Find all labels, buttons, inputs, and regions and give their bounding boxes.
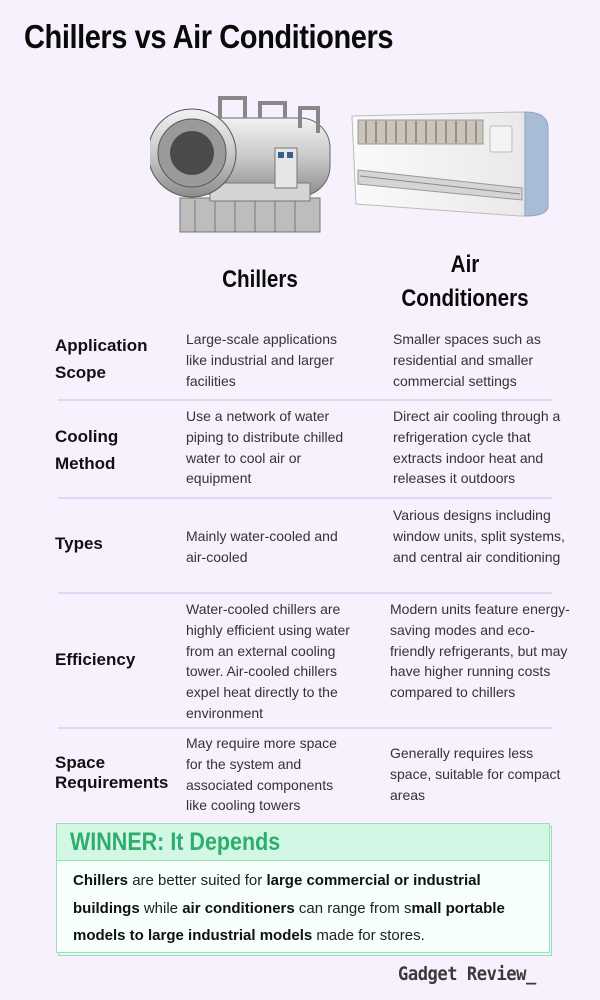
winner-segment: large commercial or industrial buildings [73,872,481,917]
row-label [55,423,183,477]
air-conditioners-cell: Modern units feature energy-saving modes and eco-friendly refrigerants, but may have higher running costs compared to chillers [390,601,570,701]
column-header-ac-line2: Conditioners [401,285,529,312]
table-row-efficiency [55,601,570,721]
chillers-cell: Large-scale applications like industrial and larger facilities [186,331,337,389]
brand-logo: Gadget Review_ [398,963,536,985]
air-conditioners-cell: Generally requires less space, suitable for compact areas [390,745,561,803]
row-label-line2: Method [55,454,116,473]
winner-segment: air conditioners [182,899,295,917]
winner-segment: mall portable models to large industrial models [73,899,505,944]
air-conditioners-cell: Direct air cooling through a refrigeration cycle that extracts indoor heat and releases it outdoors [393,408,561,487]
winner-segment: made for stores. [312,927,425,944]
row-label-line2: Scope [55,363,107,382]
row-label-line1: Types [55,534,103,553]
row-divider [58,592,552,594]
air-conditioners-cell: Smaller spaces such as residential and smaller commercial settings [393,331,541,389]
table-row-space-requirements [55,735,561,814]
winner-segment: while [139,899,183,917]
row-label [55,332,183,386]
chiller-image [150,88,340,238]
winner-segment: are better suited for [128,872,267,889]
row-divider [58,399,552,401]
chillers-cell: Use a network of water piping to distribute chilled water to cool air or equipment [186,408,344,487]
air-conditioners-cell: Various designs including window units, split systems, and central air conditioning [393,507,565,565]
winner-segment: can range from s [294,899,412,917]
chillers-cell: Water-cooled chillers are highly efficient using water from an external cooling tower. Air-cooled chillers expel heat directly to the environment [186,601,350,721]
row-label-line1: Space [55,753,106,772]
chillers-cell: Mainly water-cooled and air-cooled [186,528,338,565]
winner-box [56,823,550,953]
row-label [55,530,183,557]
winner-segment: Chillers [73,872,129,889]
winner-header [57,824,549,861]
column-header-air-conditioners [392,248,538,316]
table-row-types [55,507,565,590]
table-row-application-scope [55,332,555,392]
winner-summary [57,861,549,950]
table-row-cooling-method [55,408,561,487]
row-label-line1: Application [55,336,148,355]
column-header-ac-line1: Air [450,251,480,278]
row-divider [58,727,552,729]
winner-title: WINNER: It Depends [70,828,281,856]
air-conditioner-image [350,108,550,218]
row-label [55,646,183,673]
row-label-line1: Cooling [55,427,119,446]
column-header-chillers: Chillers [222,266,298,293]
row-label [55,753,183,793]
row-label-line1: Efficiency [55,650,136,669]
chillers-cell: May require more space for the system and associated components like cooling towers [186,735,337,814]
row-label-line2: Requirements [55,773,169,792]
row-divider [58,497,552,499]
page-title: Chillers vs Air Conditioners [24,18,394,55]
